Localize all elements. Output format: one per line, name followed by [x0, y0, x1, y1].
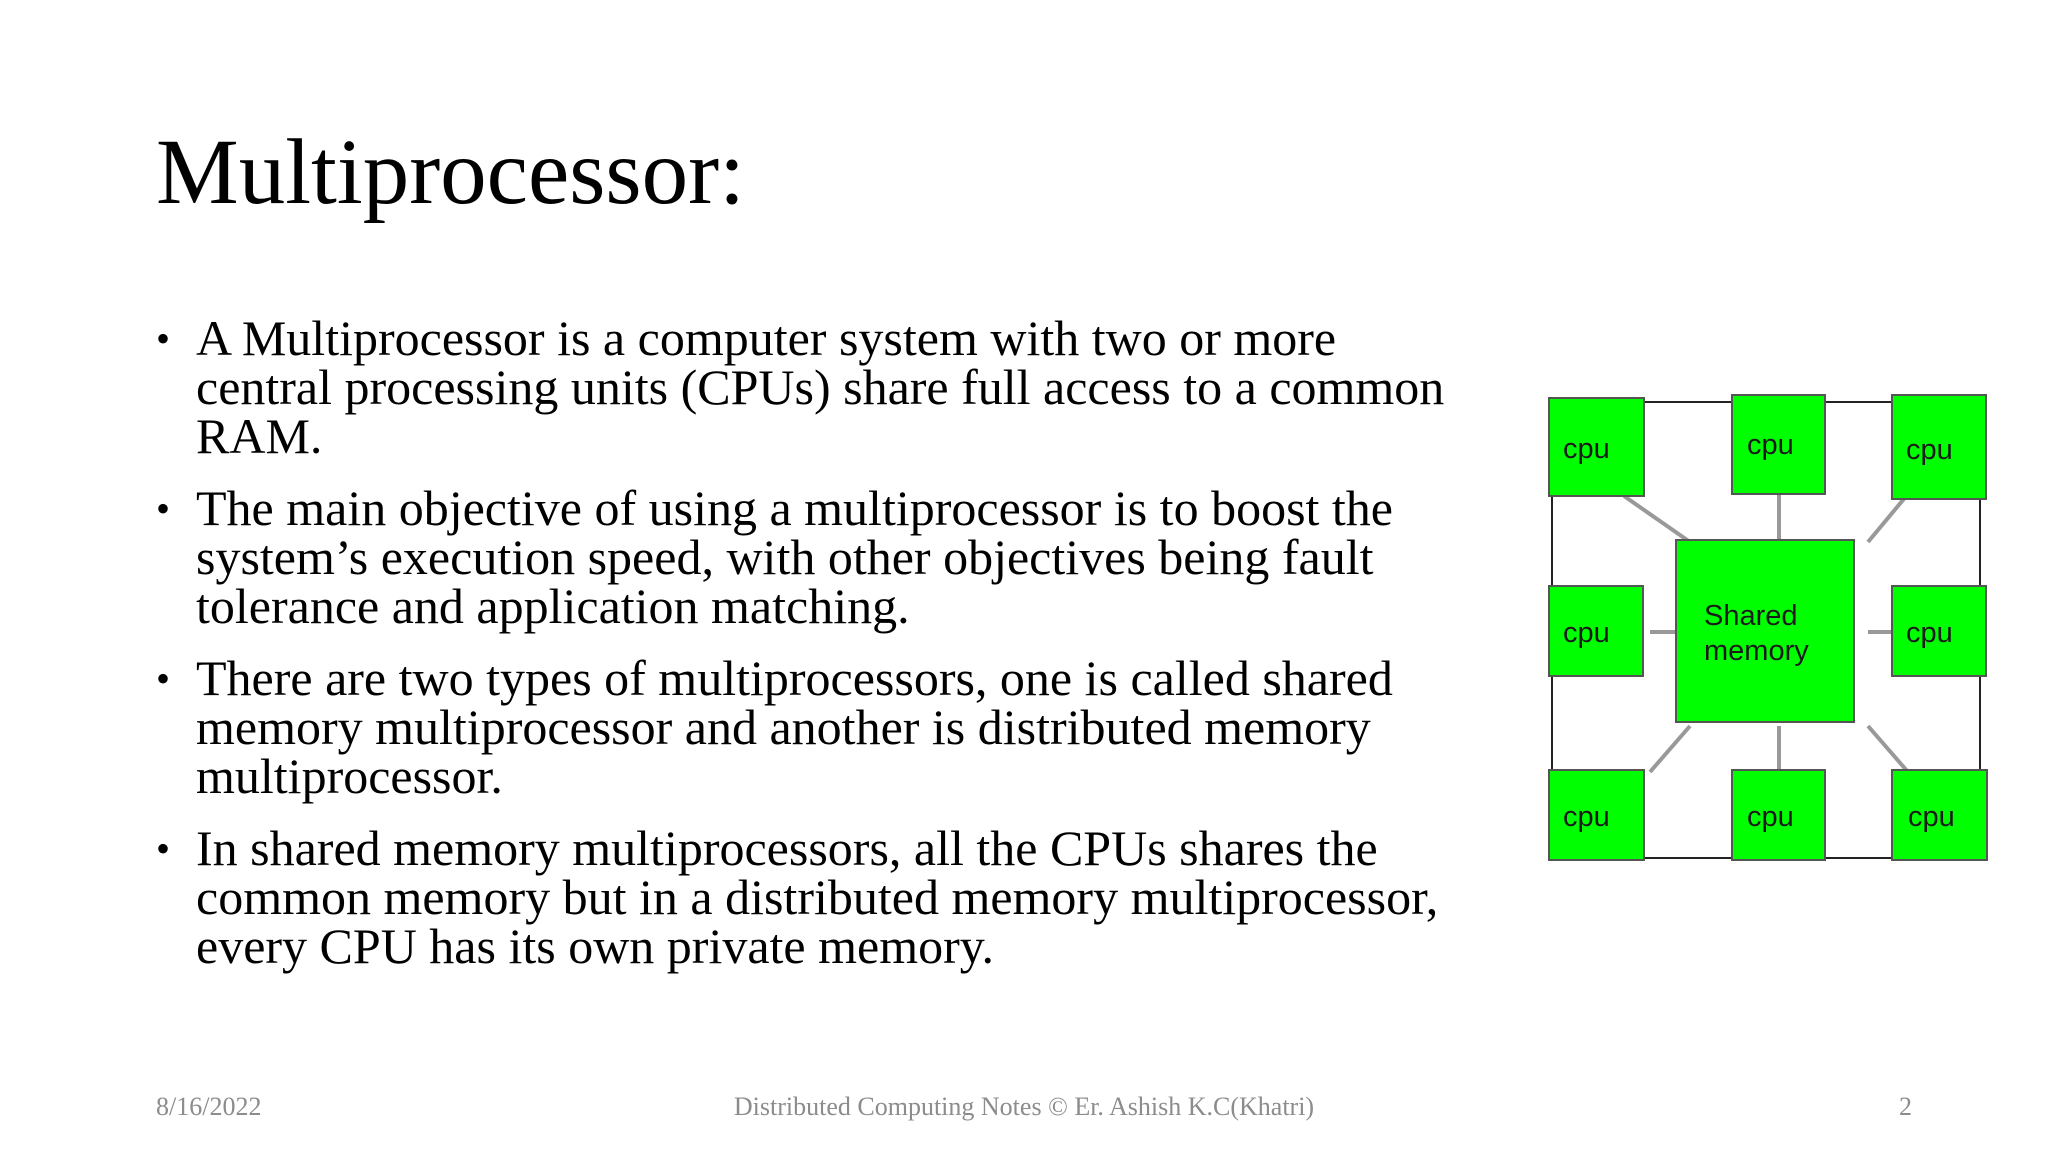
- bullet-line: central processing units (CPUs) share full access to a common: [196, 359, 1445, 415]
- bullet-list: [156, 310, 1496, 994]
- cpu-label: cpu: [1908, 801, 1955, 833]
- bullet-item: [156, 310, 1496, 464]
- cpu-box: [1892, 770, 1987, 860]
- cpu-label: cpu: [1563, 801, 1610, 833]
- cpu-label: cpu: [1747, 801, 1794, 833]
- bullet-line: multiprocessor.: [196, 748, 503, 804]
- bullet-line: In shared memory multiprocessors, all the CPUs shares the: [196, 820, 1378, 876]
- bullet-line: The main objective of using a multiprocessor is to boost the: [196, 480, 1393, 536]
- bullet-item: [156, 650, 1496, 804]
- bullet-marker: •: [156, 486, 171, 531]
- diagram-svg: [1540, 392, 1988, 868]
- shared-memory-diagram: [1540, 392, 1988, 868]
- shared-memory-label: Shared: [1704, 600, 1798, 632]
- bullet-line: A Multiprocessor is a computer system with two or more: [196, 310, 1337, 366]
- cpu-box: [1549, 586, 1643, 676]
- bullet-line: memory multiprocessor and another is distributed memory: [196, 699, 1371, 755]
- bullet-marker: •: [156, 656, 171, 701]
- bullet-marker: •: [156, 316, 171, 361]
- footer-copyright: Distributed Computing Notes © Er. Ashish K.C(Khatri): [733, 1092, 1315, 1121]
- slide-title: Multiprocessor:: [156, 121, 745, 224]
- bullet-marker: •: [156, 826, 171, 871]
- bullet-line: tolerance and application matching.: [196, 578, 910, 634]
- bullet-line: common memory but in a distributed memory multiprocessor,: [196, 869, 1439, 925]
- bullet-line: There are two types of multiprocessors, one is called shared: [196, 650, 1393, 706]
- cpu-label: cpu: [1906, 434, 1953, 466]
- bullet-item: [156, 820, 1496, 974]
- bullet-item: [156, 480, 1496, 634]
- shared-memory-label: memory: [1704, 635, 1809, 667]
- cpu-box: [1732, 770, 1825, 860]
- bullet-line: every CPU has its own private memory.: [196, 918, 994, 974]
- cpu-label: cpu: [1563, 617, 1610, 649]
- cpu-box: [1549, 398, 1644, 496]
- cpu-box: [1549, 770, 1644, 860]
- cpu-box: [1732, 395, 1825, 494]
- bullet-line: RAM.: [196, 408, 323, 464]
- footer-date: 8/16/2022: [156, 1092, 262, 1121]
- page-number: 2: [1899, 1092, 1912, 1121]
- cpu-box: [1892, 395, 1986, 499]
- cpu-label: cpu: [1563, 433, 1610, 465]
- bullet-line: system’s execution speed, with other objectives being fault: [196, 529, 1374, 585]
- cpu-box: [1892, 586, 1986, 676]
- cpu-label: cpu: [1906, 617, 1953, 649]
- cpu-label: cpu: [1747, 429, 1794, 461]
